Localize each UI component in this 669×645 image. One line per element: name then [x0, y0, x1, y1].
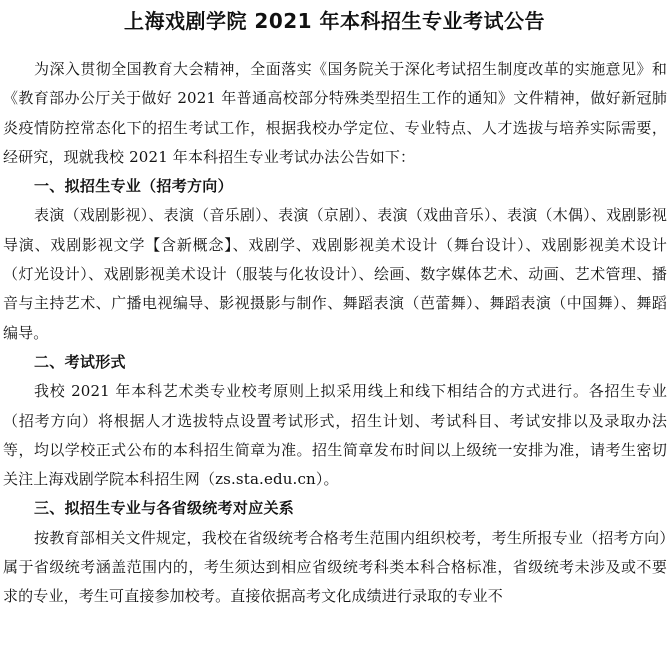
section-text-exam-format: 我校 2021 年本科艺术类专业校考原则上拟采用线上和线下相结合的方式进行。各招生专业（招考方向）将根据人才选拔特点设置考试形式，招生计划、考试科目、考试安排以及录取办法等，均以学校正式公布的本科招生简章为准。招生简章发布时间以上级统一安排为准，请考生密切关注上海戏剧学院本科招生网（zs.sta.edu.cn）。 — [3, 382, 667, 489]
section-text-majors: 表演（戏剧影视）、表演（音乐剧）、表演（京剧）、表演（戏曲音乐）、表演（木偶）、戏剧影视导演、戏剧影视文学【含新概念】、戏剧学、戏剧影视美术设计（舞台设计）、戏剧影视美术设计（灯光设计）、戏剧影视美术设计（服装与化妆设计）、绘画、数字媒体艺术、动画、艺术管理、播音与主持艺术、广播电视编导、影视摄影与制作、舞蹈表演（芭蕾舞）、舞蹈表演（中国舞）、舞蹈编导。 — [3, 206, 667, 342]
section-heading-exam-format: 二、考试形式 — [34, 352, 126, 371]
intro-paragraph: 为深入贯彻全国教育大会精神，全面落实《国务院关于深化考试招生制度改革的实施意见》和《教育部办公厅关于做好 2021 年普通高校部分特殊类型招生工作的通知》文件精神，做好新冠肺炎疫情防控常态化下的招生考试工作，根据我校办学定位、专业特点、人才选拔与培养实际需要，经研究，现就我校 2021 年本科招生专业考试办法公告如下： — [3, 60, 667, 166]
section-heading-majors: 一、拟招生专业（招考方向） — [34, 177, 233, 196]
document-body — [3, 55, 667, 612]
section-heading-provincial-exam: 三、拟招生专业与各省级统考对应关系 — [34, 499, 295, 518]
section-text-provincial-exam: 按教育部相关文件规定，我校在省级统考合格考生范围内组织校考，考生所报专业（招考方向）属于省级统考涵盖范围内的，考生须达到相应省级统考科类本科合格标准，省级统考未涉及或不要求的专业，考生可直接参加校考。直接依据高考文化成绩进行录取的专业不 — [3, 528, 667, 606]
document-title: 上海戏剧学院 2021 年本科招生专业考试公告 — [123, 9, 546, 33]
